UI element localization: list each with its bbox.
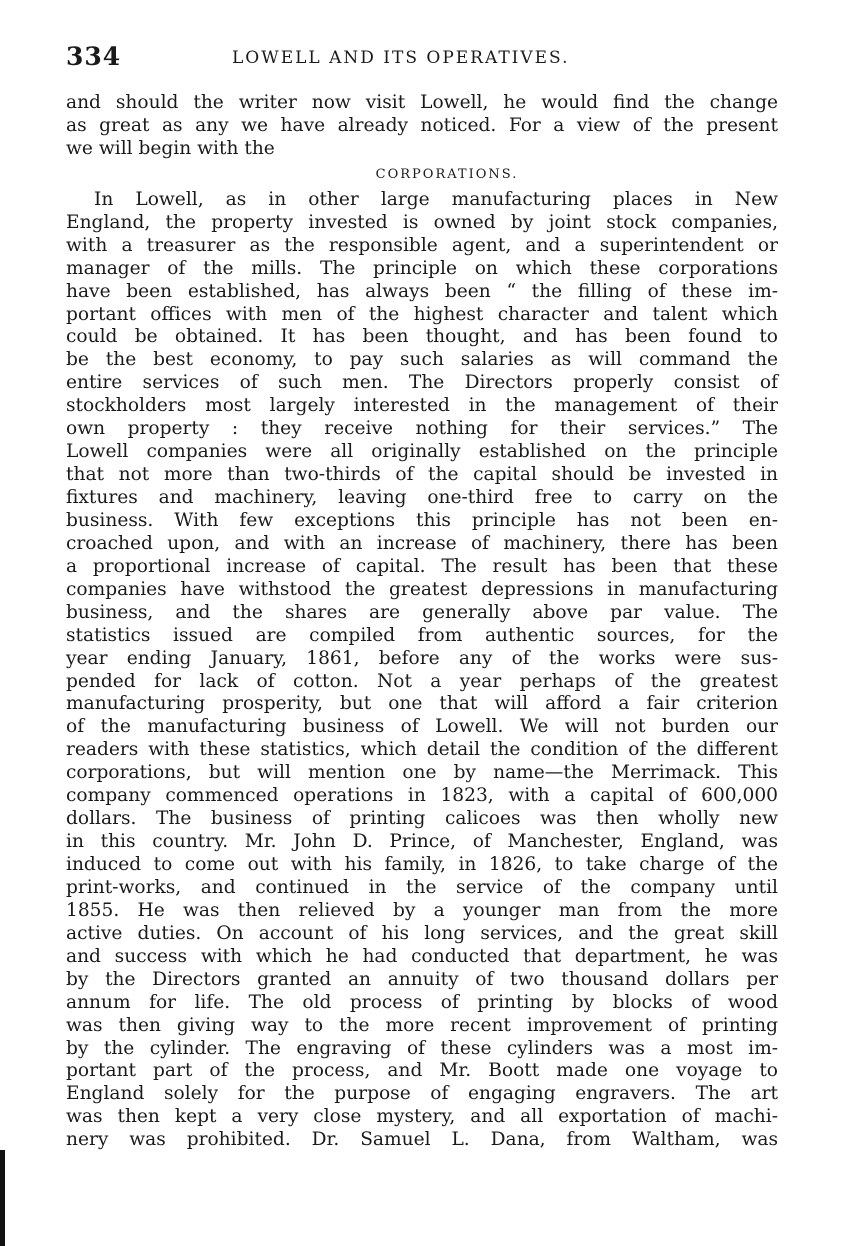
text-line: business. With few exceptions this principle has not been en- — [66, 509, 778, 531]
text-line: stockholders most largely interested in the management of their — [66, 395, 778, 417]
text-line: business, and the shares are generally above par value. The — [66, 601, 778, 623]
text-line: England, the property invested is owned by joint stock companies, — [66, 211, 778, 233]
text-line: company commenced operations in 1823, with a capital of 600,000 — [66, 785, 778, 807]
text-line: companies have withstood the greatest depressions in manufacturing — [66, 578, 778, 600]
text-line: active duties. On account of his long services, and the great skill — [66, 922, 778, 944]
text-line: a proportional increase of capital. The result has been that these — [66, 555, 778, 577]
text-line: annum for life. The old process of printing by blocks of wood — [66, 991, 778, 1013]
text-line: dollars. The business of printing calicoes was then wholly new — [66, 808, 778, 830]
text-line: readers with these statistics, which detail the condition of the different — [66, 739, 778, 761]
text-line: own property : they receive nothing for their services.” The — [66, 418, 778, 440]
text-line: induced to come out with his family, in 1826, to take charge of the — [66, 854, 778, 875]
text-line: have been established, has always been “ the filling of these im- — [66, 280, 778, 302]
section-heading: CORPORATIONS. — [375, 166, 519, 182]
text-line: manufacturing prosperity, but one that will afford a fair criterion — [66, 693, 778, 715]
text-line: we will begin with the — [66, 137, 275, 159]
text-line: year ending January, 1861, before any of the works were sus- — [66, 647, 778, 669]
text-line: could be obtained. It has been thought, and has been found to — [66, 326, 778, 348]
scan-edge-rule — [0, 1150, 5, 1246]
text-line: by the cylinder. The engraving of these cylinders was a most im- — [66, 1037, 778, 1059]
text-line: with a treasurer as the responsible agent, and a superintendent or — [66, 234, 778, 256]
text-line: portant part of the process, and Mr. Boott made one voyage to — [66, 1060, 778, 1082]
text-line: be the best economy, to pay such salaries as will command the — [66, 349, 778, 371]
text-line: by the Directors granted an annuity of two thousand dollars per — [66, 968, 778, 990]
text-line: pended for lack of cotton. Not a year perhaps of the greatest — [66, 670, 778, 692]
body-text — [66, 92, 778, 1152]
text-line: nery was prohibited. Dr. Samuel L. Dana, from Waltham, was — [66, 1129, 778, 1151]
text-line: was then kept a very close mystery, and all exportation of machi- — [66, 1106, 778, 1128]
text-line: statistics issued are compiled from authentic sources, for the — [66, 624, 778, 646]
text-line: portant offices with men of the highest character and talent which — [66, 303, 778, 325]
text-line: of the manufacturing business of Lowell. We will not burden our — [66, 716, 778, 738]
text-line: In Lowell, as in other large manufacturing places in New — [94, 188, 778, 210]
text-line: entire services of such men. The Directors properly consist of — [66, 372, 778, 394]
text-line: manager of the mills. The principle on which these corporations — [66, 257, 778, 279]
text-line: 1855. He was then relieved by a younger man from the more — [66, 899, 778, 921]
text-line: fixtures and machinery, leaving one-third free to carry on the — [66, 487, 778, 508]
text-line: that not more than two-thirds of the capital should be invested in — [66, 464, 778, 486]
text-line: was then giving way to the more recent improvement of printing — [66, 1014, 778, 1036]
text-line: and success with which he had conducted that department, he was — [66, 945, 778, 967]
running-title: LOWELL AND ITS OPERATIVES. — [232, 48, 570, 68]
text-line: print-works, and continued in the service of the company until — [66, 876, 778, 898]
text-line: croached upon, and with an increase of machinery, there has been — [66, 532, 778, 554]
text-line: in this country. Mr. John D. Prince, of Manchester, England, was — [66, 831, 778, 853]
text-line: Lowell companies were all originally established on the principle — [66, 441, 778, 463]
text-line: England solely for the purpose of engaging engravers. The art — [66, 1083, 778, 1105]
text-line: as great as any we have already noticed. For a view of the present — [66, 114, 778, 136]
page-number: 334 — [66, 42, 122, 71]
page-header — [66, 42, 786, 76]
text-line: corporations, but will mention one by name—the Merrimack. This — [66, 762, 778, 784]
text-line: and should the writer now visit Lowell, he would find the change — [66, 92, 778, 113]
